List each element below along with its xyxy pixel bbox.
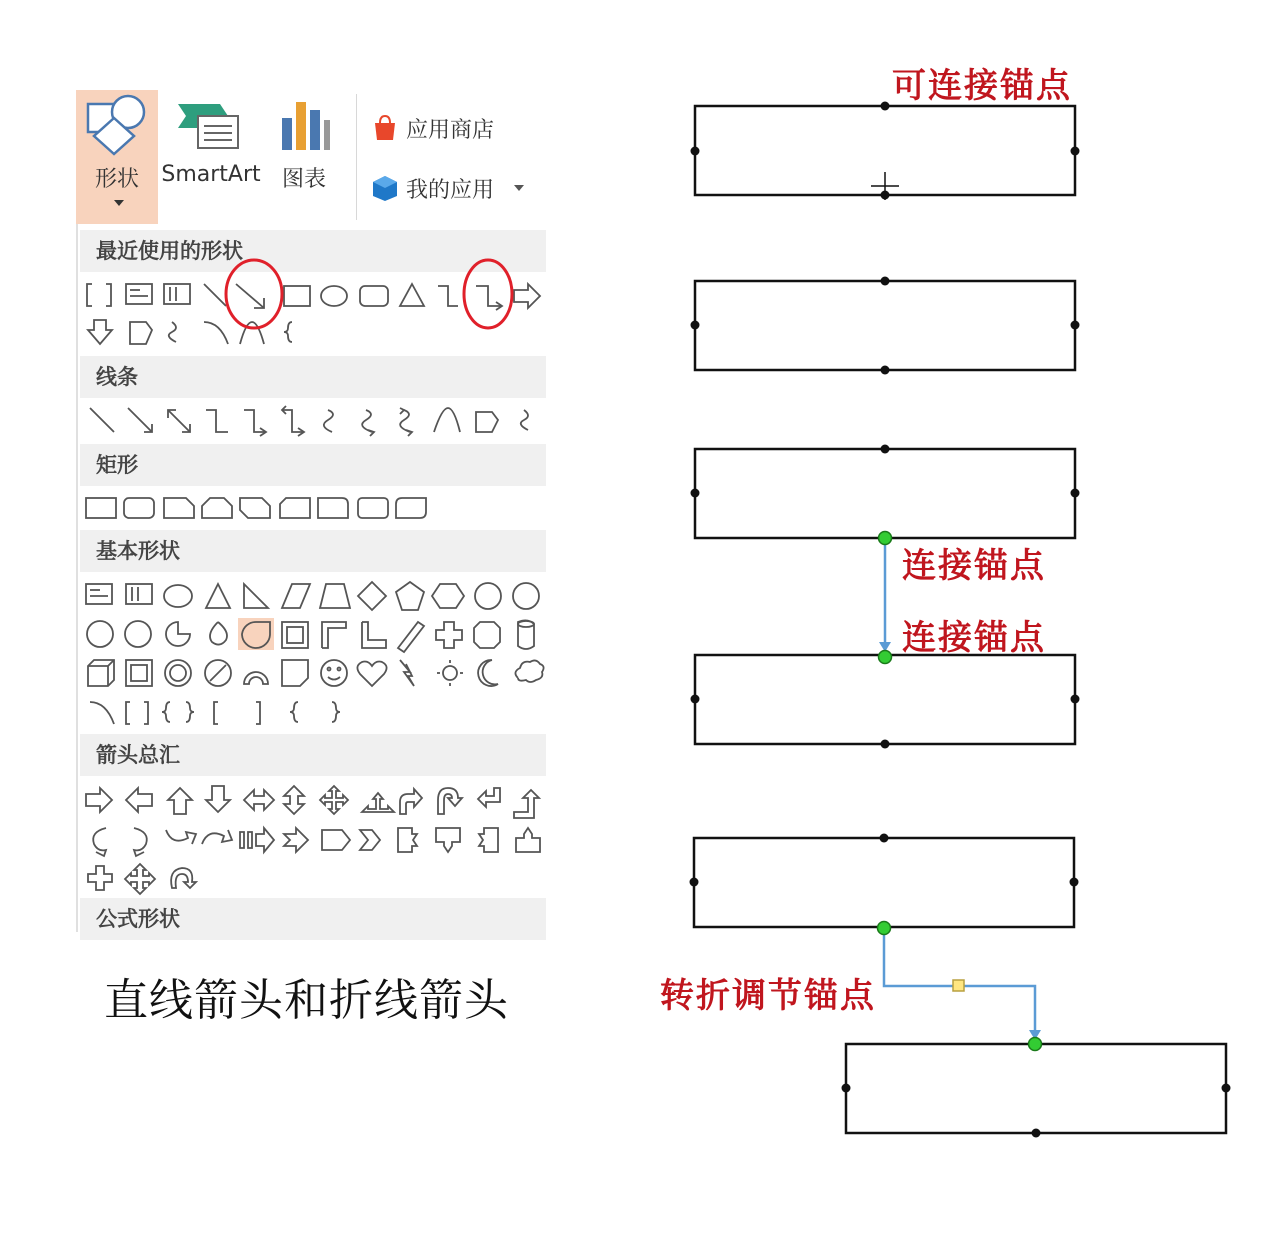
label-elbow-adjust-anchor: 转折调节锚点 [660, 976, 876, 1016]
section-header-recent: 最近使用的形状 [80, 230, 546, 272]
section-header-block-arrows: 箭头总汇 [80, 734, 546, 776]
diagram-box-3 [691, 445, 1080, 539]
chart-label: 图表 [281, 167, 326, 192]
section-header-basic-shapes: 基本形状 [80, 530, 546, 572]
diagram-box-5 [690, 834, 1079, 928]
diagram-box-6 [842, 1044, 1231, 1138]
diagram-box-1 [691, 102, 1080, 201]
elbow-adjust-handle[interactable] [953, 980, 964, 991]
section-header-equation-shapes: 公式形状 [80, 898, 546, 940]
my-apps-label: 我的应用 [406, 177, 495, 203]
connect-anchor-green [879, 651, 892, 664]
connect-anchor-green [878, 922, 891, 935]
straight-connector [879, 538, 891, 652]
store-label: 应用商店 [406, 117, 495, 143]
caption: 直线箭头和折线箭头 [104, 975, 509, 1026]
diagram-box-2 [691, 277, 1080, 375]
connect-anchor-green [1029, 1038, 1042, 1051]
shapes-label: 形状 [94, 167, 139, 192]
connect-anchor-green [879, 532, 892, 545]
label-connect-anchor-2: 连接锚点 [902, 618, 1046, 658]
diagram-box-4 [691, 655, 1080, 749]
label-connectable-anchor: 可连接锚点 [892, 66, 1072, 106]
label-connect-anchor-1: 连接锚点 [902, 546, 1046, 586]
section-header-rectangles: 矩形 [80, 444, 546, 486]
smartart-label: SmartArt [161, 162, 261, 187]
section-header-lines: 线条 [80, 356, 546, 398]
